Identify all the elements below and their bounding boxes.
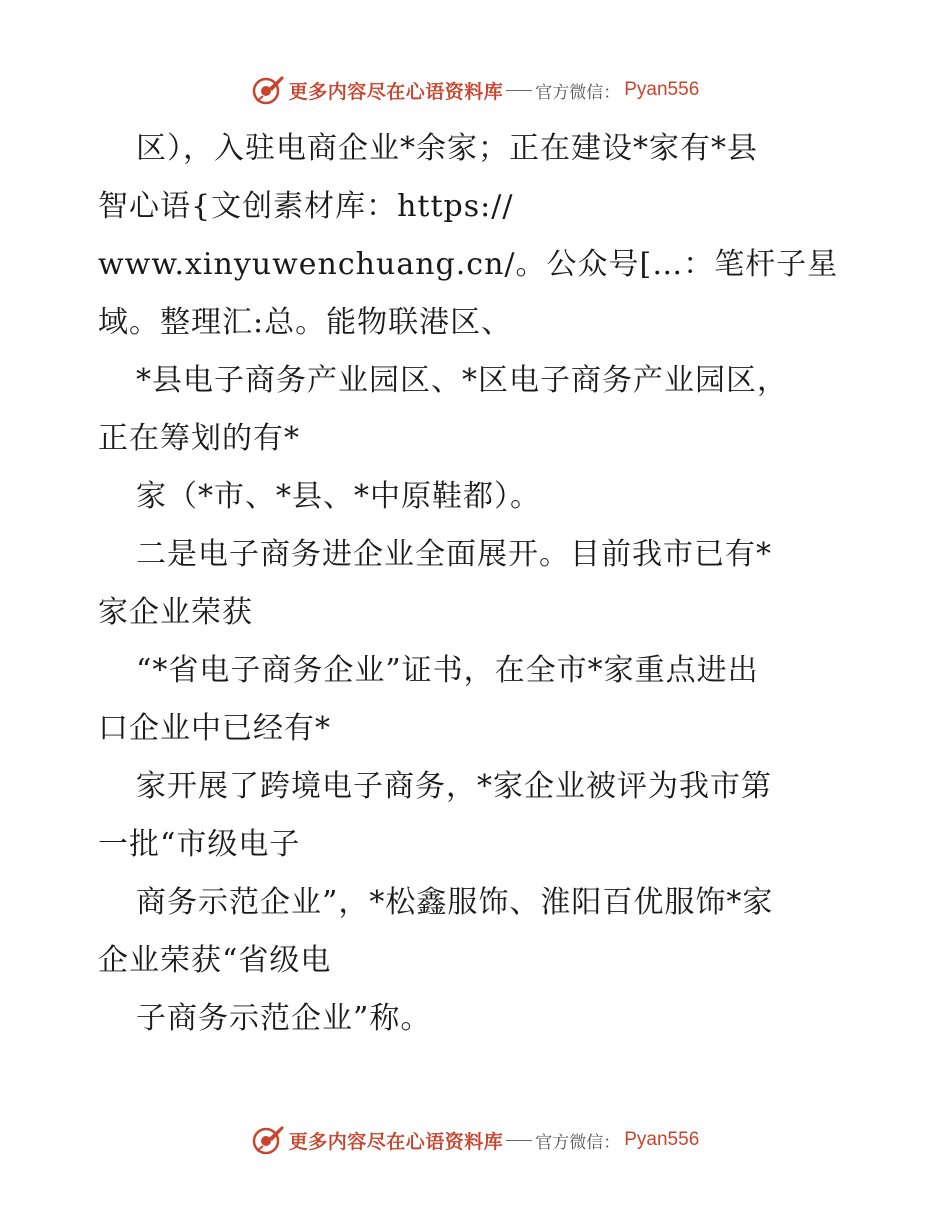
text-line: www.xinyuwenchuang.cn/。公众号[…：笔杆子星 xyxy=(98,247,839,282)
text-line: *县电子商务产业园区、*区电子商务产业园区， xyxy=(136,363,788,398)
wechat-label: 官方微信： xyxy=(535,82,621,103)
brand-text: 更多内容尽在心语资料库 xyxy=(288,80,504,103)
text-line: 区），入驻电商企业*余家；正在建设*家有*县 xyxy=(136,131,758,166)
text-line: 家企业荣获 xyxy=(98,595,253,630)
text-line: 智心语{文创素材库：https:// xyxy=(98,189,514,224)
document-body xyxy=(98,120,868,1048)
text-line: 正在筹划的有* xyxy=(98,421,300,456)
text-line: 企业荣获“省级电 xyxy=(98,943,332,978)
text-line: 口企业中已经有* xyxy=(98,711,331,746)
text-line: 家（*市、*县、*中原鞋都）。 xyxy=(136,479,541,514)
text-line: 商务示范企业”，*松鑫服饰、淮阳百优服饰*家 xyxy=(136,885,774,920)
text-line: 二是电子商务进企业全面展开。目前我市已有* xyxy=(136,537,772,572)
text-line: 家开展了跨境电子商务，*家企业被评为我市第 xyxy=(136,769,772,804)
brand-text: 更多内容尽在心语资料库 xyxy=(288,1130,504,1153)
separator-dash xyxy=(506,1140,532,1141)
separator-dash xyxy=(506,90,532,91)
wechat-id: Pyan556 xyxy=(624,79,700,100)
header-banner xyxy=(0,70,950,110)
wechat-id: Pyan556 xyxy=(624,1129,700,1150)
pen-logo-icon xyxy=(251,1123,285,1157)
text-line: 子商务示范企业”称。 xyxy=(136,1001,432,1036)
text-line: 域。整理汇:总。能物联港区、 xyxy=(98,305,513,340)
wechat-label: 官方微信： xyxy=(535,1132,621,1153)
text-line: “*省电子商务企业”证书，在全市*家重点进出 xyxy=(136,653,759,688)
footer-banner xyxy=(0,1120,950,1160)
text-line: 一批“市级电子 xyxy=(98,827,301,862)
pen-logo-icon xyxy=(251,73,285,107)
